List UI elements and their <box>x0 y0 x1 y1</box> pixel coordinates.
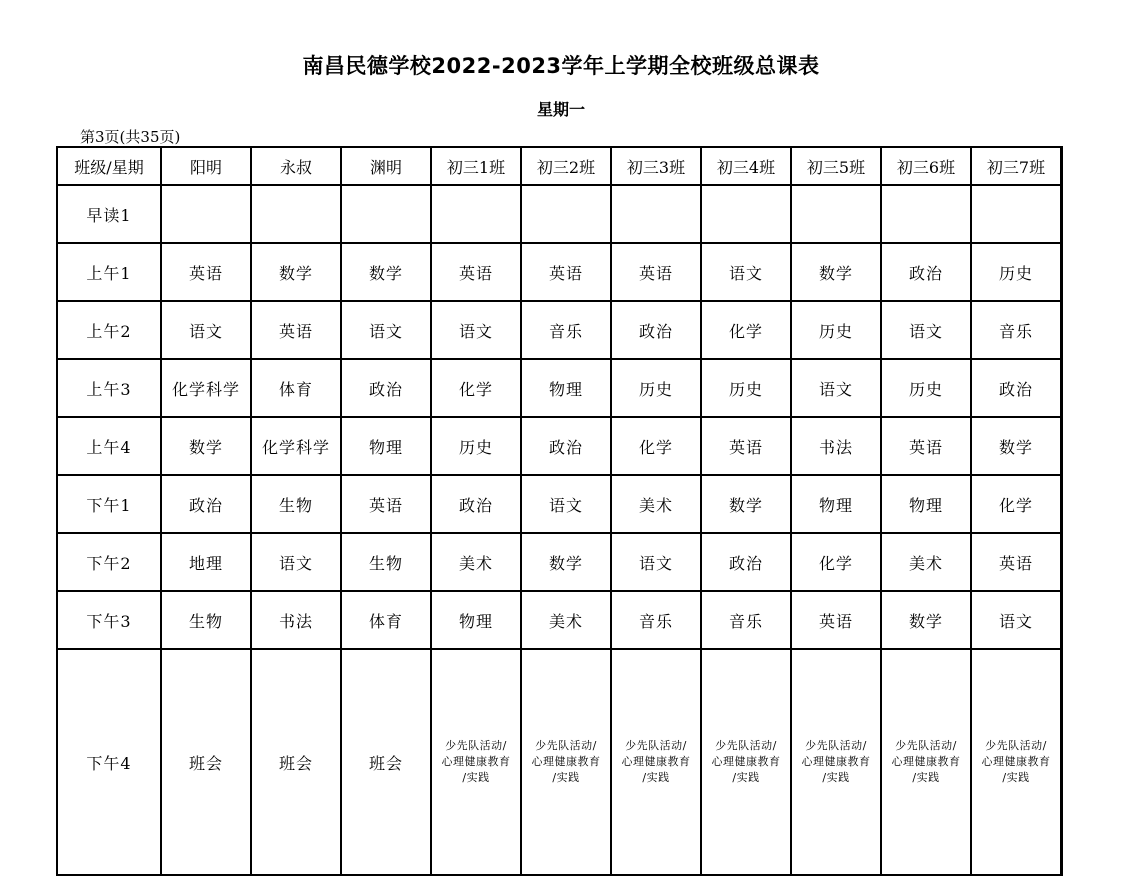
period-label: 下午1 <box>57 475 161 533</box>
schedule-cell: 语文 <box>791 359 881 417</box>
schedule-cell: 语文 <box>701 243 791 301</box>
schedule-cell: 政治 <box>341 359 431 417</box>
schedule-cell <box>701 649 791 875</box>
schedule-cell: 语文 <box>341 301 431 359</box>
day-subtitle: 星期一 <box>536 100 585 119</box>
schedule-cell: 化学科学 <box>251 417 341 475</box>
schedule-cell: 历史 <box>881 359 971 417</box>
period-label: 早读1 <box>57 185 161 243</box>
schedule-cell <box>791 649 881 875</box>
schedule-cell: 数学 <box>341 243 431 301</box>
schedule-cell: 音乐 <box>521 301 611 359</box>
table-row <box>57 417 1062 475</box>
schedule-cell <box>971 649 1061 875</box>
header-class: 初三2班 <box>521 147 611 185</box>
schedule-cell: 政治 <box>611 301 701 359</box>
table-row <box>57 185 1062 243</box>
schedule-cell: 英语 <box>161 243 251 301</box>
schedule-cell: 数学 <box>791 243 881 301</box>
schedule-cell: 体育 <box>341 591 431 649</box>
schedule-cell: 历史 <box>791 301 881 359</box>
schedule-cell: 音乐 <box>611 591 701 649</box>
schedule-cell: 语文 <box>161 301 251 359</box>
schedule-cell: 数学 <box>161 417 251 475</box>
schedule-cell: 化学 <box>431 359 521 417</box>
schedule-cell: 数学 <box>701 475 791 533</box>
schedule-cell: 化学 <box>971 475 1061 533</box>
schedule-cell: 政治 <box>431 475 521 533</box>
schedule-cell <box>431 649 521 875</box>
schedule-cell: 历史 <box>611 359 701 417</box>
schedule-cell: 美术 <box>611 475 701 533</box>
schedule-cell: 历史 <box>701 359 791 417</box>
schedule-cell: 数学 <box>881 591 971 649</box>
schedule-cell <box>161 185 251 243</box>
schedule-cell: 生物 <box>341 533 431 591</box>
schedule-cell <box>521 185 611 243</box>
schedule-cell <box>521 649 611 875</box>
table-row <box>57 243 1062 301</box>
schedule-cell: 物理 <box>881 475 971 533</box>
activity-line: 心理健康教育 <box>801 755 871 768</box>
activity-line: 心理健康教育 <box>711 755 781 768</box>
schedule-cell <box>611 649 701 875</box>
activity-line: 少先队活动/ <box>805 739 867 752</box>
schedule-cell: 物理 <box>431 591 521 649</box>
schedule-cell: 语文 <box>611 533 701 591</box>
schedule-cell: 英语 <box>251 301 341 359</box>
table-row <box>57 301 1062 359</box>
schedule-table <box>56 146 1063 876</box>
activity-line: 心理健康教育 <box>531 755 601 768</box>
period-label: 上午4 <box>57 417 161 475</box>
schedule-cell: 数学 <box>971 417 1061 475</box>
schedule-cell: 班会 <box>251 649 341 875</box>
schedule-cell: 生物 <box>161 591 251 649</box>
schedule-cell: 英语 <box>881 417 971 475</box>
schedule-cell: 书法 <box>791 417 881 475</box>
schedule-cell: 政治 <box>521 417 611 475</box>
schedule-cell: 历史 <box>431 417 521 475</box>
schedule-cell: 政治 <box>881 243 971 301</box>
table-row <box>57 591 1062 649</box>
schedule-cell: 美术 <box>881 533 971 591</box>
schedule-cell: 英语 <box>971 533 1061 591</box>
period-label: 下午3 <box>57 591 161 649</box>
activity-line: 少先队活动/ <box>535 739 597 752</box>
schedule-cell: 班会 <box>161 649 251 875</box>
schedule-cell: 英语 <box>341 475 431 533</box>
activity-line: /实践 <box>732 771 760 784</box>
schedule-cell: 数学 <box>251 243 341 301</box>
schedule-cell: 历史 <box>971 243 1061 301</box>
header-class: 初三3班 <box>611 147 701 185</box>
schedule-cell <box>881 649 971 875</box>
header-row <box>57 147 1062 185</box>
schedule-cell: 政治 <box>701 533 791 591</box>
period-label: 上午3 <box>57 359 161 417</box>
schedule-cell: 语文 <box>971 591 1061 649</box>
schedule-cell: 英语 <box>791 591 881 649</box>
schedule-cell: 化学 <box>791 533 881 591</box>
activity-line: 少先队活动/ <box>445 739 507 752</box>
table-row <box>57 475 1062 533</box>
schedule-cell: 数学 <box>521 533 611 591</box>
schedule-cell <box>251 185 341 243</box>
schedule-cell: 英语 <box>521 243 611 301</box>
schedule-cell: 化学科学 <box>161 359 251 417</box>
activity-line: 少先队活动/ <box>895 739 957 752</box>
activity-line: 少先队活动/ <box>985 739 1047 752</box>
schedule-cell: 语文 <box>881 301 971 359</box>
schedule-cell: 语文 <box>251 533 341 591</box>
activity-line: /实践 <box>552 771 580 784</box>
activity-line: 少先队活动/ <box>715 739 777 752</box>
schedule-cell: 音乐 <box>971 301 1061 359</box>
header-class: 渊明 <box>341 147 431 185</box>
schedule-cell: 英语 <box>701 417 791 475</box>
schedule-cell: 化学 <box>701 301 791 359</box>
page-info: 第3页(共35页) <box>80 128 181 146</box>
schedule-cell: 生物 <box>251 475 341 533</box>
activity-line: 心理健康教育 <box>441 755 511 768</box>
header-corner: 班级/星期 <box>57 147 161 185</box>
schedule-cell: 英语 <box>431 243 521 301</box>
activity-line: 心理健康教育 <box>891 755 961 768</box>
activity-line: 心理健康教育 <box>621 755 691 768</box>
table-row <box>57 649 1062 875</box>
header-class: 初三7班 <box>971 147 1061 185</box>
schedule-cell: 物理 <box>791 475 881 533</box>
header-class: 初三4班 <box>701 147 791 185</box>
schedule-cell <box>611 185 701 243</box>
activity-line: /实践 <box>822 771 850 784</box>
schedule-cell <box>701 185 791 243</box>
activity-line: /实践 <box>1002 771 1030 784</box>
schedule-cell: 音乐 <box>701 591 791 649</box>
header-class: 阳明 <box>161 147 251 185</box>
header-class: 初三5班 <box>791 147 881 185</box>
schedule-cell <box>971 185 1061 243</box>
schedule-cell: 美术 <box>521 591 611 649</box>
period-label: 上午1 <box>57 243 161 301</box>
period-label: 下午4 <box>57 649 161 875</box>
schedule-cell: 英语 <box>611 243 701 301</box>
schedule-cell <box>341 185 431 243</box>
page-title: 南昌民德学校2022-2023学年上学期全校班级总课表 <box>302 54 820 78</box>
schedule-cell: 化学 <box>611 417 701 475</box>
schedule-cell: 地理 <box>161 533 251 591</box>
period-label: 下午2 <box>57 533 161 591</box>
schedule-cell: 物理 <box>521 359 611 417</box>
activity-line: 心理健康教育 <box>981 755 1051 768</box>
table-row <box>57 533 1062 591</box>
schedule-cell: 语文 <box>431 301 521 359</box>
schedule-cell: 体育 <box>251 359 341 417</box>
schedule-cell <box>1061 649 1062 875</box>
schedule-cell: 政治 <box>971 359 1061 417</box>
schedule-cell <box>881 185 971 243</box>
table-row <box>57 359 1062 417</box>
schedule-cell <box>431 185 521 243</box>
schedule-cell <box>791 185 881 243</box>
schedule-cell: 政治 <box>161 475 251 533</box>
schedule-cell: 班会 <box>341 649 431 875</box>
schedule-cell: 书法 <box>251 591 341 649</box>
activity-line: /实践 <box>642 771 670 784</box>
schedule-cell: 物理 <box>341 417 431 475</box>
header-class: 初三6班 <box>881 147 971 185</box>
activity-line: /实践 <box>912 771 940 784</box>
activity-line: /实践 <box>462 771 490 784</box>
header-class: 永叔 <box>251 147 341 185</box>
activity-line: 少先队活动/ <box>625 739 687 752</box>
header-class: 初三1班 <box>431 147 521 185</box>
schedule-cell: 美术 <box>431 533 521 591</box>
period-label: 上午2 <box>57 301 161 359</box>
schedule-cell: 语文 <box>521 475 611 533</box>
